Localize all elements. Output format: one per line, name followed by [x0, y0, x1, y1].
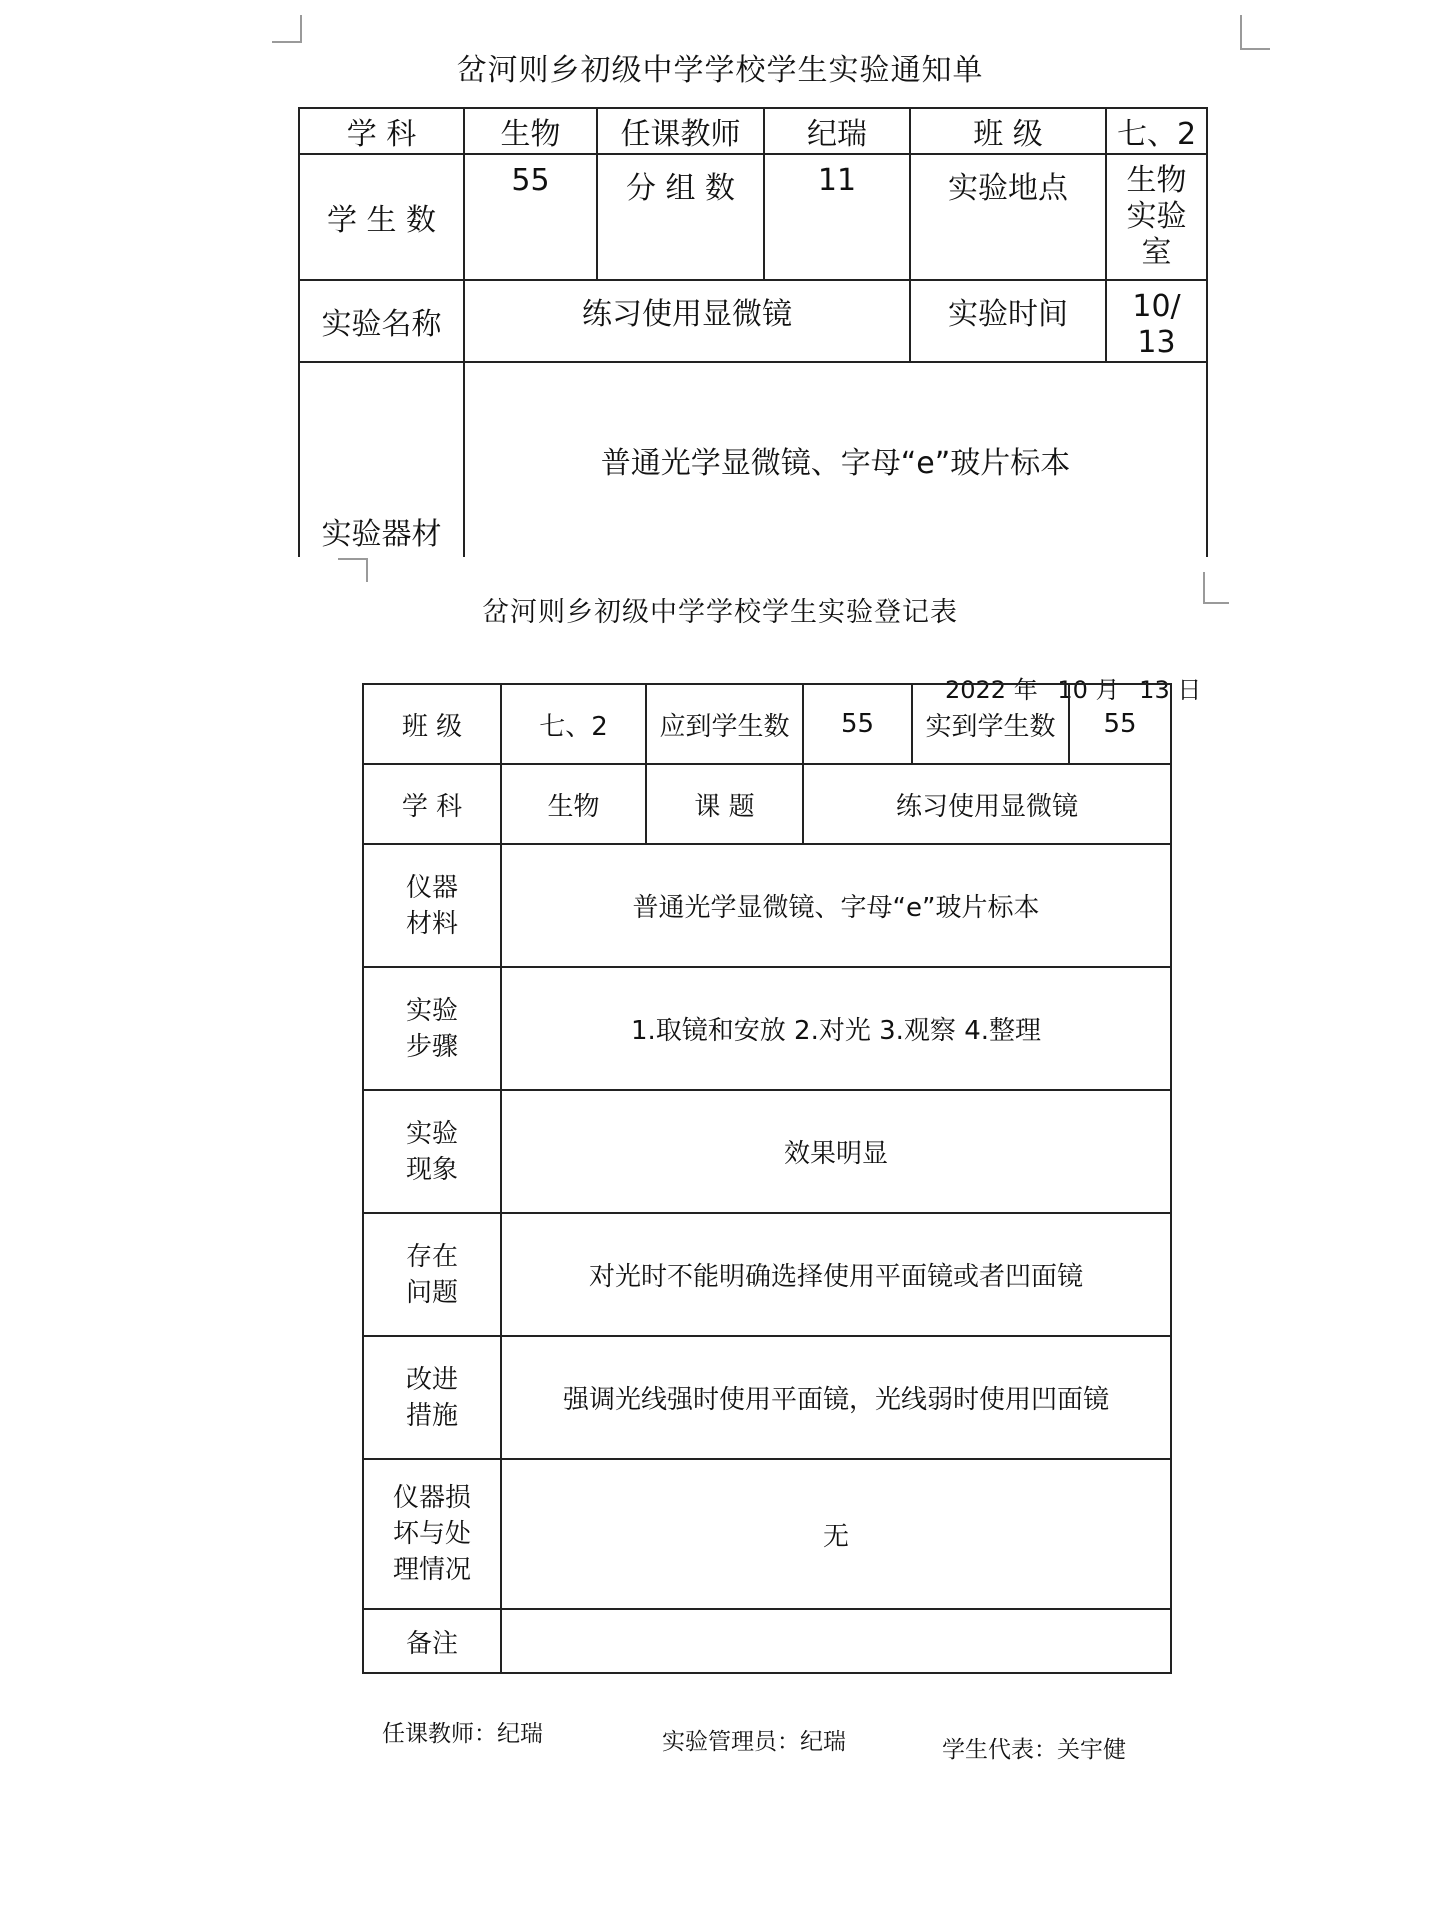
notice-teacher: 纪瑞	[764, 108, 910, 154]
reg-subject-label: 学 科	[363, 764, 501, 844]
notice-equipment-label: 实验器材	[299, 362, 464, 557]
notice-students: 55	[464, 154, 597, 280]
reg-damage-label: 仪器损坏与处理情况	[392, 1483, 471, 1585]
reg-steps-label: 实验步骤	[405, 995, 458, 1062]
reg-materials: 普通光学显微镜、字母“e”玻片标本	[501, 844, 1171, 967]
reg-class: 七、2	[501, 684, 646, 764]
reg-damage: 无	[501, 1459, 1171, 1609]
signature-student: 学生代表：关宇健	[942, 1737, 1126, 1763]
crop-mark-mid-left	[338, 558, 368, 582]
date-day: 13 日	[1139, 676, 1202, 704]
register-table	[362, 683, 1172, 1674]
notice-table	[298, 107, 1208, 557]
signature-admin: 实验管理员：纪瑞	[662, 1729, 846, 1755]
notice-time-label: 实验时间	[910, 280, 1106, 362]
reg-problems-label: 存在问题	[405, 1241, 458, 1308]
notice-location: 生物实验室	[1126, 163, 1187, 270]
crop-mark-top-left	[272, 15, 302, 43]
notice-class-label: 班 级	[910, 108, 1106, 154]
notice-teacher-label: 任课教师	[597, 108, 764, 154]
reg-problems: 对光时不能明确选择使用平面镜或者凹面镜	[501, 1213, 1171, 1336]
reg-phenomenon-label: 实验现象	[405, 1118, 458, 1185]
register-title: 岔河则乡初级中学学校学生实验登记表	[482, 597, 958, 628]
notice-subject-label: 学 科	[299, 108, 464, 154]
reg-expected: 55	[803, 684, 912, 764]
notice-name-label: 实验名称	[299, 280, 464, 362]
reg-steps: 1.取镜和安放 2.对光 3.观察 4.整理	[501, 967, 1171, 1090]
notice-experiment-name: 练习使用显微镜	[464, 280, 910, 362]
reg-remarks	[501, 1609, 1171, 1673]
reg-class-label: 班 级	[363, 684, 501, 764]
notice-location-label: 实验地点	[910, 154, 1106, 280]
notice-groups: 11	[764, 154, 910, 280]
notice-subject: 生物	[464, 108, 597, 154]
reg-materials-label: 仪器材料	[405, 872, 458, 939]
notice-class: 七、2	[1106, 108, 1207, 154]
reg-topic: 练习使用显微镜	[803, 764, 1171, 844]
reg-improvement-label: 改进措施	[405, 1364, 458, 1431]
notice-groups-label: 分 组 数	[597, 154, 764, 280]
reg-subject: 生物	[501, 764, 646, 844]
reg-topic-label: 课 题	[646, 764, 803, 844]
date-year: 2022 年	[945, 676, 1038, 704]
notice-title: 岔河则乡初级中学学校学生实验通知单	[456, 53, 984, 88]
notice-time: 10/13	[1132, 289, 1181, 360]
reg-phenomenon: 效果明显	[501, 1090, 1171, 1213]
reg-improvement: 强调光线强时使用平面镜，光线弱时使用凹面镜	[501, 1336, 1171, 1459]
reg-actual: 55	[1069, 684, 1171, 764]
reg-expected-label: 应到学生数	[646, 684, 803, 764]
reg-actual-label: 实到学生数	[912, 684, 1069, 764]
signature-teacher: 任课教师：纪瑞	[382, 1721, 543, 1747]
notice-students-label: 学 生 数	[299, 154, 464, 280]
date-month: 10 月	[1057, 676, 1120, 704]
reg-remarks-label: 备注	[363, 1609, 501, 1673]
notice-equipment: 普通光学显微镜、字母“e”玻片标本	[464, 362, 1207, 557]
